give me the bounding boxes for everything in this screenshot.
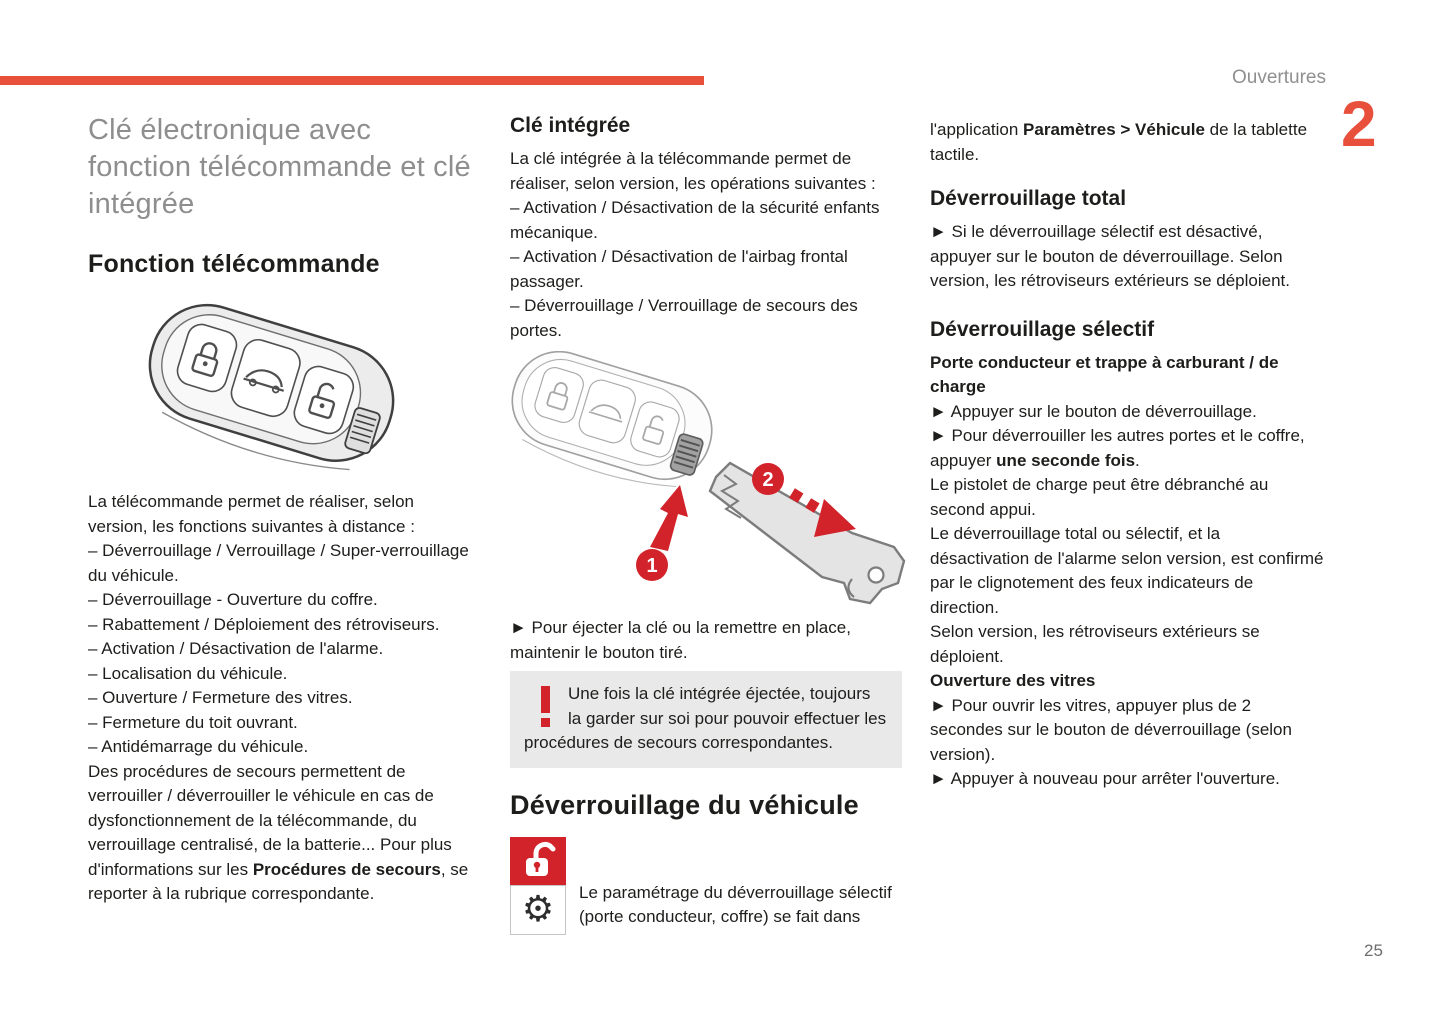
total-unlock-body: ► Si le déverrouillage sélectif est désactivé, appuyer sur le bouton de déverrouillage. Selon version, les rétroviseurs extérieurs se déploient.	[930, 222, 1290, 290]
svg-text:1: 1	[646, 555, 658, 577]
chapter-number-badge: 2	[1341, 88, 1377, 160]
windows-step: ► Pour ouvrir les vitres, appuyer plus de 2 secondes sur le bouton de déverrouillage (selon version).	[930, 695, 1292, 764]
remote-function-item: – Ouverture / Fermeture des vitres.	[88, 688, 353, 708]
remote-intro: La télécommande permet de réaliser, selon version, les fonctions suivantes à distance :	[88, 492, 415, 536]
right-column	[930, 108, 1324, 792]
settings-gear-icon: ⚙	[510, 885, 566, 935]
remote-function-item: – Localisation du véhicule.	[88, 663, 288, 683]
mirrors-note: Selon version, les rétroviseurs extérieurs se déploient.	[930, 622, 1260, 666]
remote-function-item: – Rabattement / Déploiement des rétroviseurs.	[88, 614, 440, 634]
integrated-key-intro: La clé intégrée à la télécommande permet de réaliser, selon version, les opérations suivantes :	[510, 149, 876, 193]
selective-step: ► Pour déverrouiller les autres portes et le coffre, appuyer une seconde fois.	[930, 426, 1305, 470]
svg-text:2: 2	[762, 469, 774, 491]
middle-column	[510, 108, 902, 935]
selective-step: ► Appuyer sur le bouton de déverrouillage.	[930, 401, 1257, 421]
running-header-section: Ouvertures	[1232, 67, 1326, 88]
integrated-key-item: – Déverrouillage / Verrouillage de secours des portes.	[510, 296, 858, 340]
integrated-key-item: – Activation / Désactivation de la sécurité enfants mécanique.	[510, 198, 880, 242]
emergency-procedures-note: Des procédures de secours permettent de verrouiller / déverrouiller le véhicule en cas de dysfonctionnement de la télécommande, du verrouillage centralisé, de la batterie... Pour plus d'informations sur les Procédures de secours, se reporter à la rubrique correspondante.	[88, 761, 469, 904]
open-padlock-icon	[510, 837, 566, 885]
exclamation-warning-icon	[532, 686, 558, 727]
integrated-key-figure	[510, 351, 902, 612]
warning-box	[510, 671, 902, 768]
eject-instruction: ► Pour éjecter la clé ou la remettre en place, maintenir le bouton tiré.	[510, 618, 851, 662]
callout-1-arrow	[636, 485, 688, 581]
charge-gun-note: Le pistolet de charge peut être débranché au second appui.	[930, 475, 1269, 519]
article-title: Clé électronique avec fonction télécommande et clé intégrée	[88, 114, 471, 220]
vehicle-unlock-heading: Déverrouillage du véhicule	[510, 789, 859, 820]
windows-step: ► Appuyer à nouveau pour arrêter l'ouverture.	[930, 769, 1280, 788]
warning-text: Une fois la clé intégrée éjectée, toujours la garder sur soi pour pouvoir effectuer les procédures de secours correspondantes.	[524, 684, 887, 752]
settings-note-text: Le paramétrage du déverrouillage sélectif (porte conducteur, coffre) se fait dans	[579, 882, 892, 926]
remote-function-item: – Fermeture du toit ouvrant.	[88, 712, 298, 732]
app-settings-note: l'application Paramètres > Véhicule de la tablette tactile.	[930, 120, 1308, 164]
selective-unlock-heading: Déverrouillage sélectif	[930, 317, 1155, 341]
left-column	[88, 108, 472, 907]
driver-door-subheading: Porte conducteur et trappe à carburant / de charge	[930, 352, 1279, 396]
total-unlock-heading: Déverrouillage total	[930, 187, 1127, 210]
remote-key-figure	[130, 297, 472, 484]
selective-unlock-note	[510, 837, 902, 935]
remote-function-item: – Déverrouillage - Ouverture du coffre.	[88, 590, 378, 610]
remote-function-item: – Antidémarrage du véhicule.	[88, 737, 309, 757]
integrated-key-ejection-drawing	[510, 351, 908, 607]
accent-rule	[0, 76, 704, 85]
integrated-key-heading: Clé intégrée	[510, 114, 631, 137]
windows-opening-subheading: Ouverture des vitres	[930, 671, 1096, 690]
indicator-confirmation-note: Le déverrouillage total ou sélectif, et la désactivation de l'alarme selon version, est confirmé par le clignotement des feux indicateurs de direction.	[930, 524, 1324, 617]
remote-function-item: – Activation / Désactivation de l'alarme.	[88, 639, 384, 659]
page-number: 25	[1364, 941, 1383, 960]
integrated-key-item: – Activation / Désactivation de l'airbag frontal passager.	[510, 247, 848, 291]
integrated-key-blade	[710, 463, 904, 603]
remote-key-fob-drawing	[130, 297, 412, 479]
remote-function-heading: Fonction télécommande	[88, 250, 380, 279]
remote-function-item: – Déverrouillage / Verrouillage / Super-verrouillage du véhicule.	[88, 541, 469, 585]
